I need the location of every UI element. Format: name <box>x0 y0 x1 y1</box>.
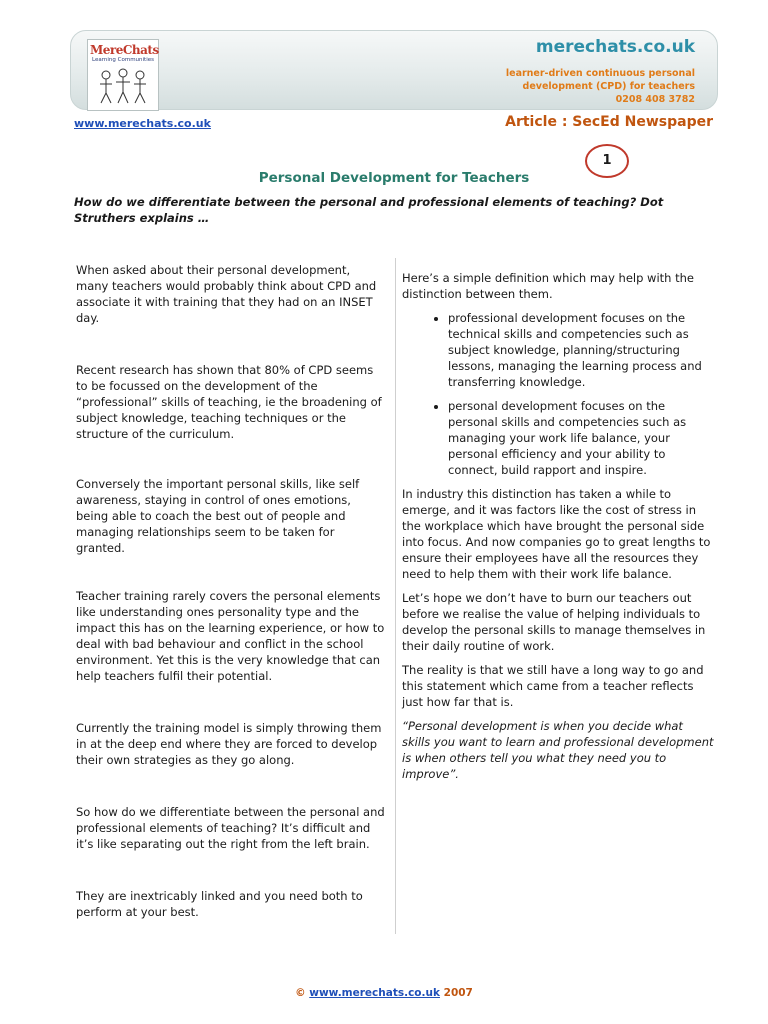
intro-standfirst: How do we differentiate between the personal and professional elements of teaching? Dot Struthers explains … <box>74 195 664 225</box>
copyright-year: 2007 <box>443 987 473 999</box>
article-source: Article : SecEd Newspaper <box>505 114 713 130</box>
merechats-logo <box>87 39 159 111</box>
column-divider <box>395 258 396 934</box>
tagline <box>435 67 695 106</box>
tagline-line: learner-driven continuous personal <box>505 68 695 79</box>
body-paragraph: Conversely the important personal skills, like self awareness, staying in control of ones emotions, being able to coach the best out of people and managing relationships seem to be taken for granted. <box>76 477 360 555</box>
body-paragraph: In industry this distinction has taken a while to emerge, and it was factors like the cost of stress in the workplace which have brought the personal side into focus. And now companies go to great lengths to ensure their employees have all the resources they need to help them with their work life balance. <box>402 487 711 581</box>
list-item: • professional development focuses on the technical skills and competencies such as subject knowledge, planning/structuring lessons, managing the learning process and transferring knowledge. <box>448 310 714 390</box>
logo-title: MereChats <box>90 43 159 57</box>
site-name: merechats.co.uk <box>535 37 695 57</box>
body-paragraph: When asked about their personal development, many teachers would probably think about CPD and associate it with training that they had on an INSET day. <box>76 263 377 325</box>
definition-lead: Here’s a simple definition which may help with the distinction between them. <box>402 271 694 301</box>
body-paragraph: Currently the training model is simply throwing them in at the deep end where they are forced to develop their own strategies as they go along. <box>76 721 382 767</box>
tagline-line: development (CPD) for teachers <box>522 81 695 92</box>
logo-subtitle: Learning Communities <box>92 57 154 63</box>
body-paragraph: The reality is that we still have a long way to go and this statement which came from a teacher reflects just how far that is. <box>402 663 704 709</box>
website-link[interactable]: www.merechats.co.uk <box>74 117 211 130</box>
header-banner <box>70 30 718 110</box>
body-paragraph: They are inextricably linked and you need both to perform at your best. <box>76 889 363 919</box>
phone-number: 0208 408 3782 <box>615 94 695 105</box>
definition-list <box>402 310 714 478</box>
page-number-badge: 1 <box>585 144 629 178</box>
body-paragraph: So how do we differentiate between the personal and professional elements of teaching? It’s difficult and it’s like separating out the right from the left brain. <box>76 805 385 851</box>
body-paragraph: Teacher training rarely covers the personal elements like understanding ones personality type and the impact this has on the learning experience, or how to deal with bad behaviour and conflict in the school environment. Yet this is the very knowledge that can help teachers fulfil their potential. <box>76 589 385 683</box>
teacher-quote: “Personal development is when you decide what skills you want to learn and professional development is when others tell you what they need you to improve”. <box>402 719 714 781</box>
logo-figures-icon <box>94 66 152 106</box>
copyright-symbol: © <box>295 987 306 999</box>
right-column <box>402 270 714 790</box>
body-paragraph: Let’s hope we don’t have to burn our teachers out before we realise the value of helping individuals to develop the personal skills to manage themselves in their daily routine of work. <box>402 591 706 653</box>
footer-website-link[interactable]: www.merechats.co.uk <box>309 987 440 999</box>
page-title: Personal Development for Teachers <box>258 170 530 186</box>
footer <box>0 987 768 999</box>
body-paragraph: Recent research has shown that 80% of CPD seems to be focussed on the development of the “professional” skills of teaching, ie the broadening of subject knowledge, teaching techniques or the structure of the curriculum. <box>76 363 382 441</box>
left-column <box>76 262 386 920</box>
list-item: • personal development focuses on the personal skills and competencies such as managing your work life balance, your personal efficiency and your ability to connect, build rapport and inspire. <box>448 398 714 478</box>
